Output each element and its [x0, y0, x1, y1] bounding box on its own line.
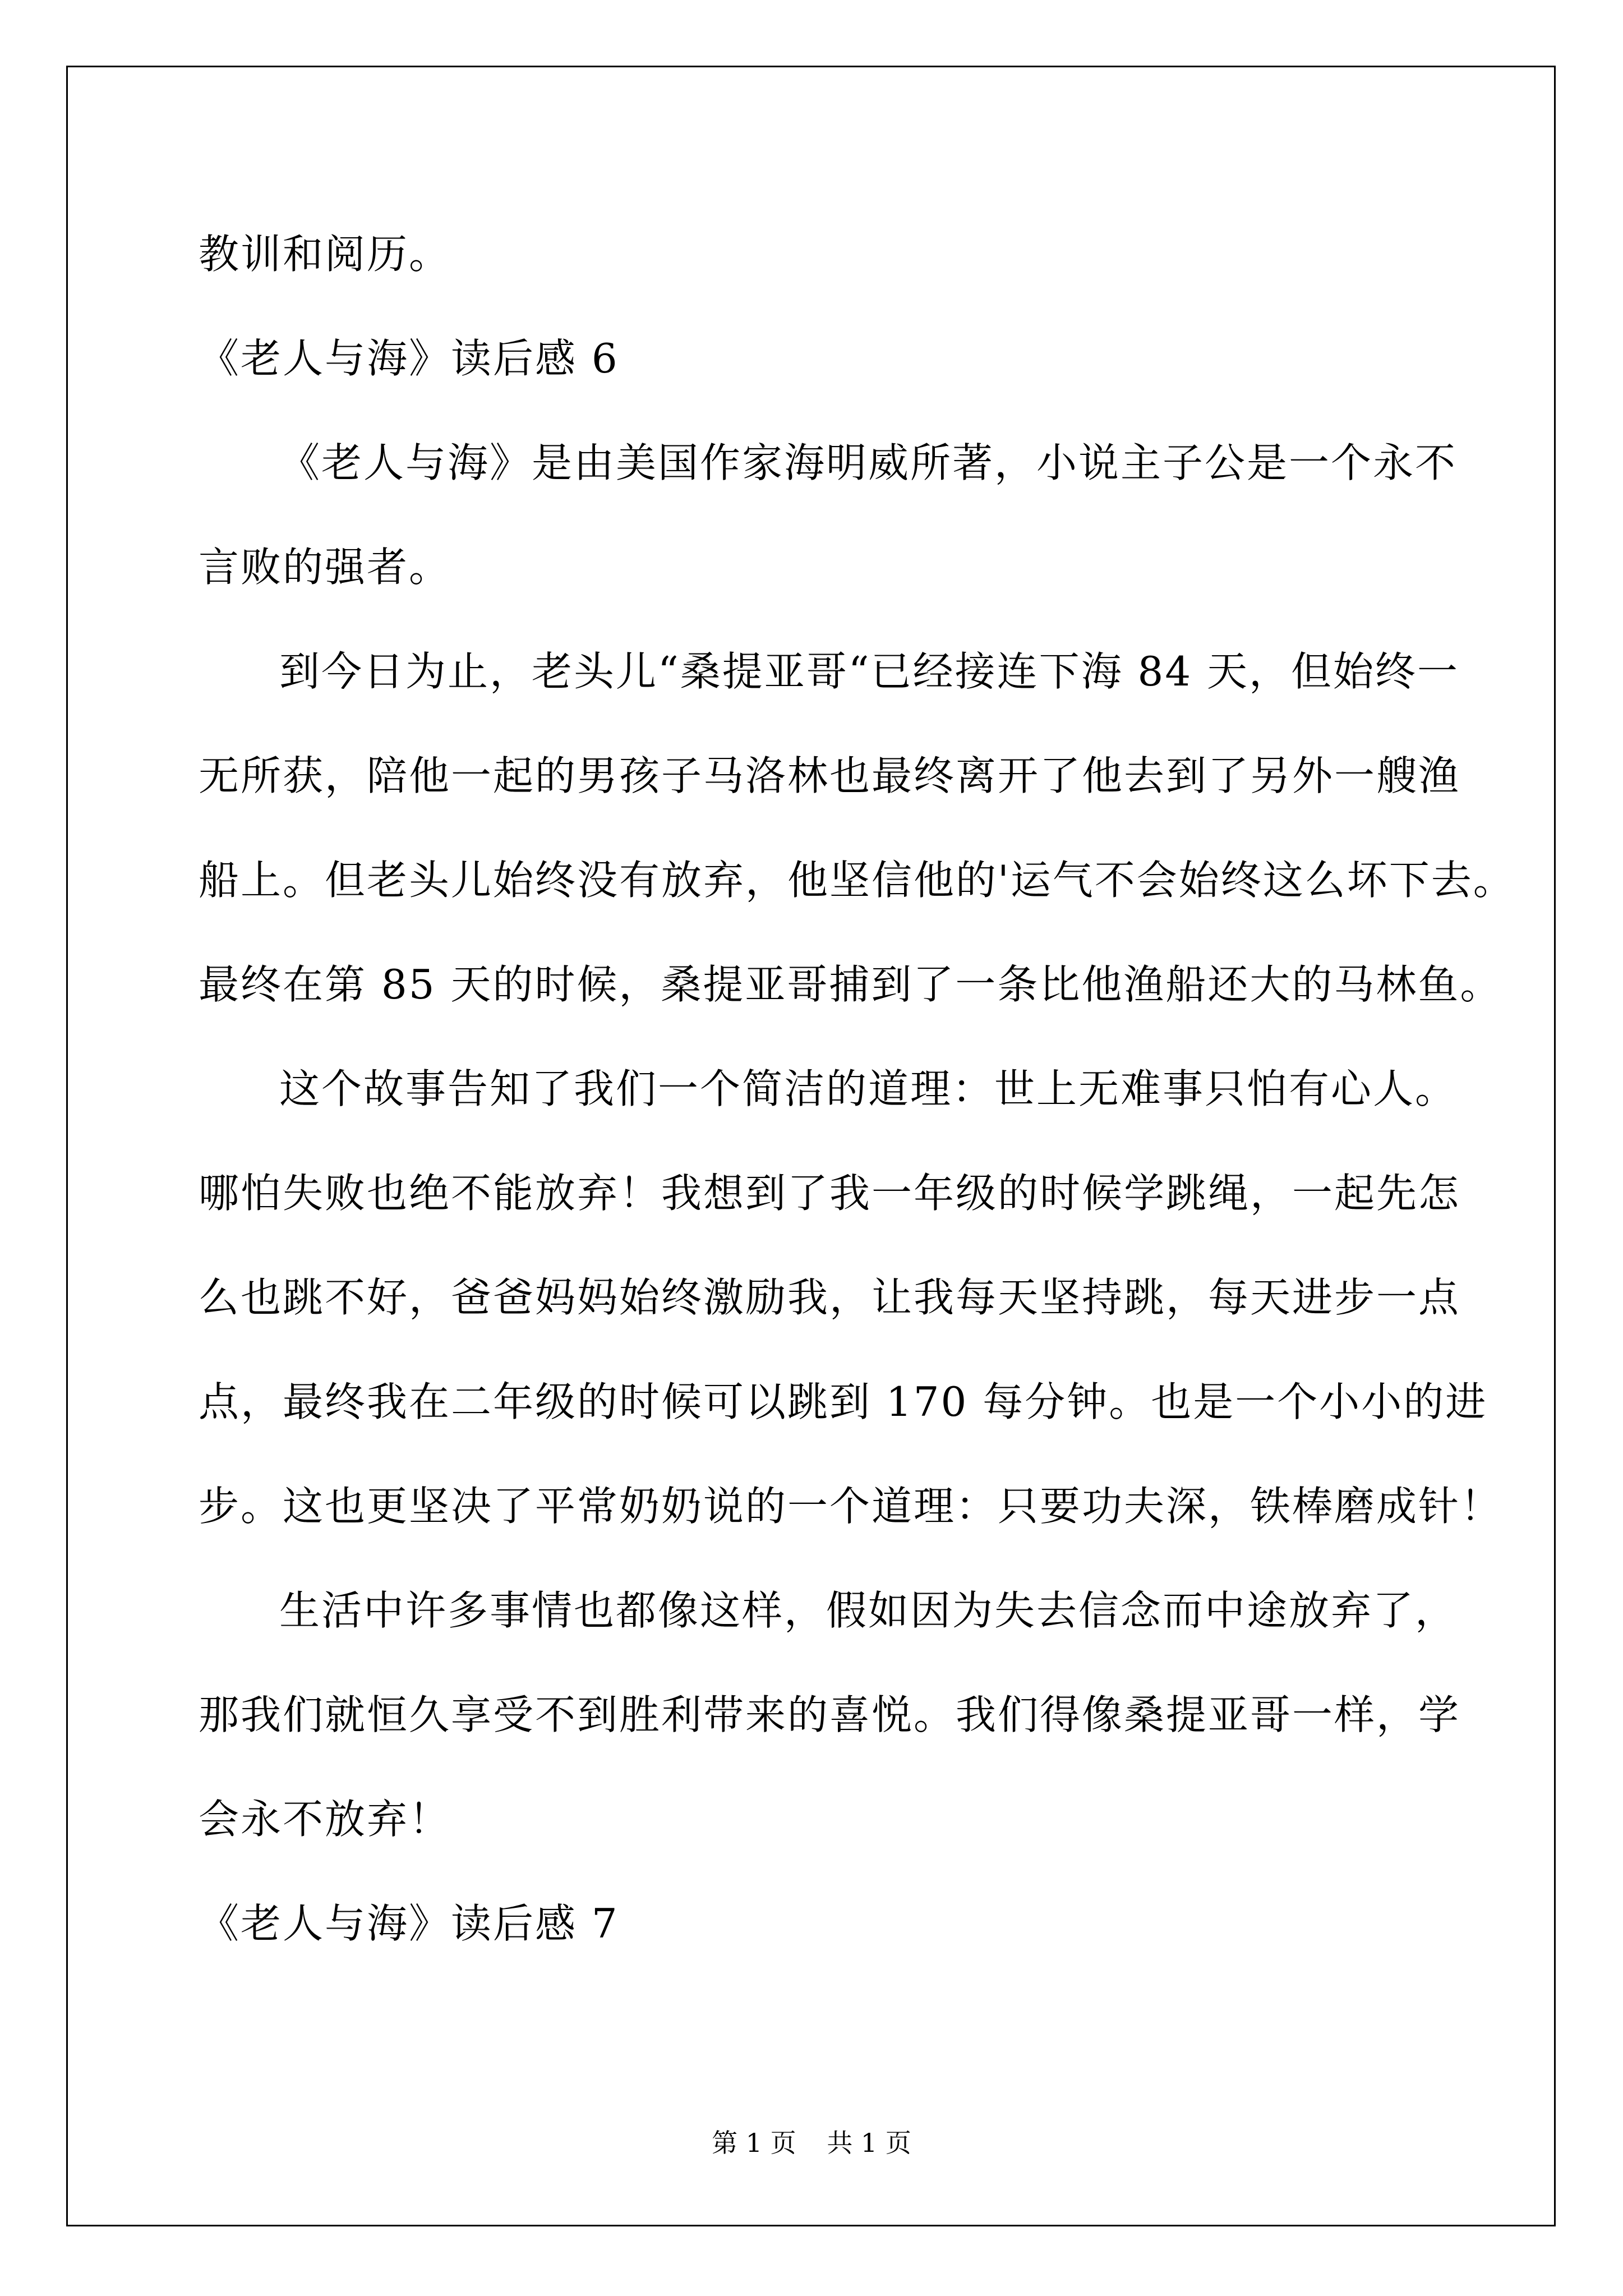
section-heading-7: 《老人与海》读后感 7: [199, 1900, 619, 1947]
text-line: 最终在第 85 天的时候，桑提亚哥捕到了一条比他渔船还大的马林鱼。: [199, 961, 1502, 1008]
text-line: 点，最终我在二年级的时候可以跳到 170 每分钟。也是一个小小的进: [199, 1378, 1488, 1425]
document-body: [199, 202, 1515, 1976]
text-line: 会永不放弃！: [199, 1796, 451, 1843]
section-heading-6: 《老人与海》读后感 6: [199, 335, 619, 382]
text-line: 步。这也更坚决了平常奶奶说的一个道理：只要功夫深，铁棒磨成针！: [199, 1483, 1503, 1530]
page-footer: [0, 2126, 1623, 2160]
page-total: 共 1 页: [827, 2128, 911, 2158]
text-line: 那我们就恒久享受不到胜利带来的喜悦。我们得像桑提亚哥一样，学: [199, 1691, 1461, 1738]
text-line: 无所获，陪他一起的男孩子马洛林也最终离开了他去到了另外一艘渔: [199, 752, 1461, 799]
text-line: 教训和阅历。: [199, 231, 451, 278]
text-line: 哪怕失败也绝不能放弃！我想到了我一年级的时候学跳绳，一起先怎: [199, 1170, 1461, 1217]
text-line: 船上。但老头儿始终没有放弃，他坚信他的'运气不会始终这么坏下去。: [199, 857, 1515, 904]
text-line: 这个故事告知了我们一个简洁的道理：世上无难事只怕有心人。: [279, 1065, 1458, 1112]
page-number: 第 1 页: [712, 2128, 796, 2158]
text-line: 《老人与海》是由美国作家海明威所著，小说主子公是一个永不: [279, 439, 1458, 486]
text-line: 言败的强者。: [199, 544, 451, 591]
text-line: 生活中许多事情也都像这样，假如因为失去信念而中途放弃了，: [279, 1587, 1458, 1634]
text-line: 么也跳不好，爸爸妈妈始终激励我，让我每天坚持跳，每天进步一点: [199, 1274, 1461, 1321]
text-line: 到今日为止，老头儿“桑提亚哥“已经接连下海 84 天，但始终一: [279, 648, 1460, 695]
